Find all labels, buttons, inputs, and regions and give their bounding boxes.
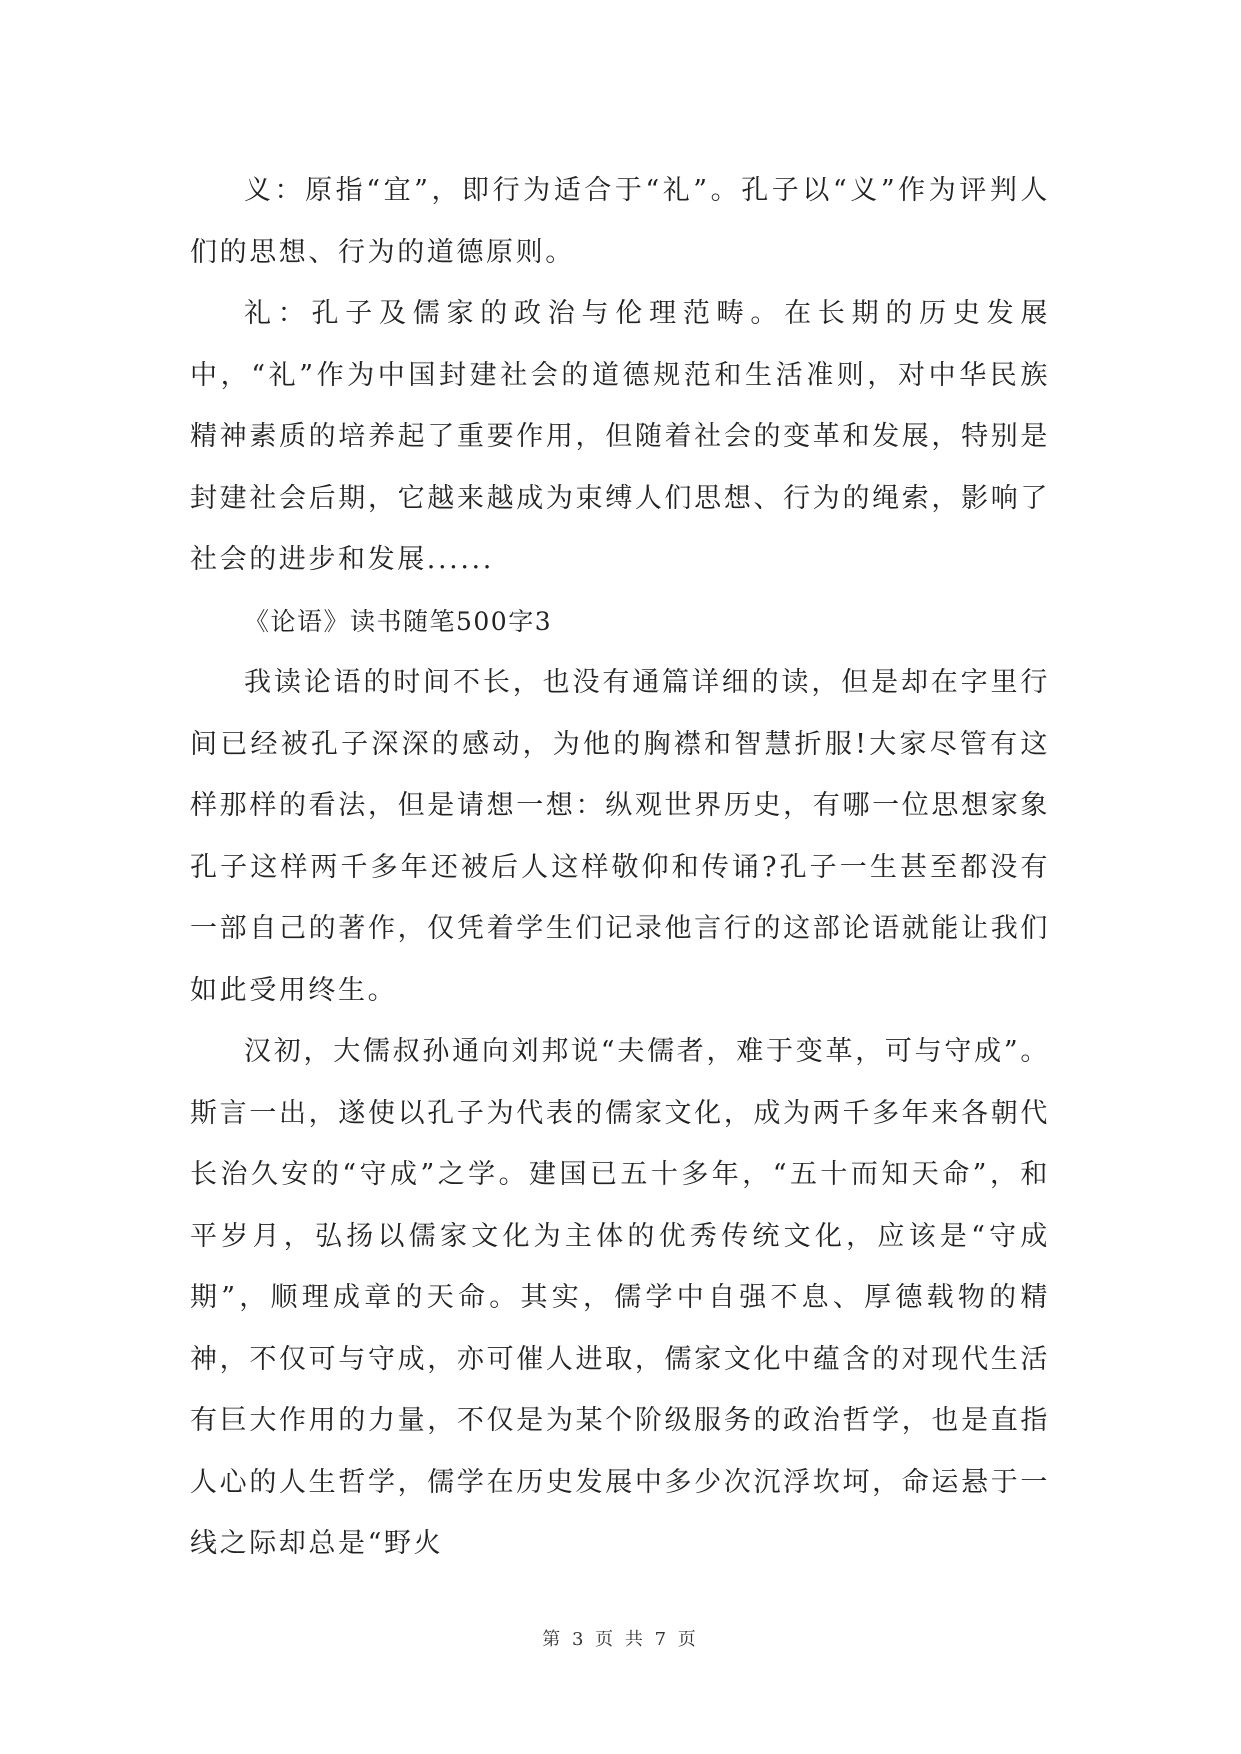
paragraph-reading-lunyu: 我读论语的时间不长，也没有通篇详细的读，但是却在字里行间已经被孔子深深的感动，为他的胸襟和智慧折服!大家尽管有这样那样的看法，但是请想一想：纵观世界历史，有哪一位思想家象孔子这样两千多年还被后人这样敬仰和传诵?孔子一生甚至都没有一部自己的著作，仅凭着学生们记录他言行的这部论语就能让我们如此受用终生。 — [190, 667, 1050, 1006]
section-heading: 《论语》读书随笔500字3 — [244, 606, 553, 636]
document-body — [190, 160, 1050, 1575]
paragraph-hanchu: 汉初，大儒叔孙通向刘邦说“夫儒者，难于变革，可与守成”。斯言一出，遂使以孔子为代表的儒家文化，成为两千多年来各朝代长治久安的“守成”之学。建国已五十多年，“五十而知天命”，和平岁月，弘扬以儒家文化为主体的优秀传统文化，应该是“守成期”，顺理成章的天命。其实，儒学中自强不息、厚德载物的精神，不仅可与守成，亦可催人进取，儒家文化中蕴含的对现代生活有巨大作用的力量，不仅是为某个阶级服务的政治哲学，也是直指人心的人生哲学，儒学在历史发展中多少次沉浮坎坷，命运悬于一线之际却总是“野火 — [190, 1036, 1050, 1559]
paragraph-yi: 义：原指“宜”，即行为适合于“礼”。孔子以“义”作为评判人们的思想、行为的道德原则。 — [190, 175, 1050, 268]
paragraph-li: 礼：孔子及儒家的政治与伦理范畴。在长期的历史发展中，“礼”作为中国封建社会的道德规范和生活准则，对中华民族精神素质的培养起了重要作用，但随着社会的变革和发展，特别是封建社会后期，它越来越成为束缚人们思想、行为的绳索，影响了社会的进步和发展...... — [190, 298, 1050, 575]
page-footer — [0, 1625, 1241, 1651]
page-number-label: 第 3 页 共 7 页 — [542, 1629, 699, 1650]
